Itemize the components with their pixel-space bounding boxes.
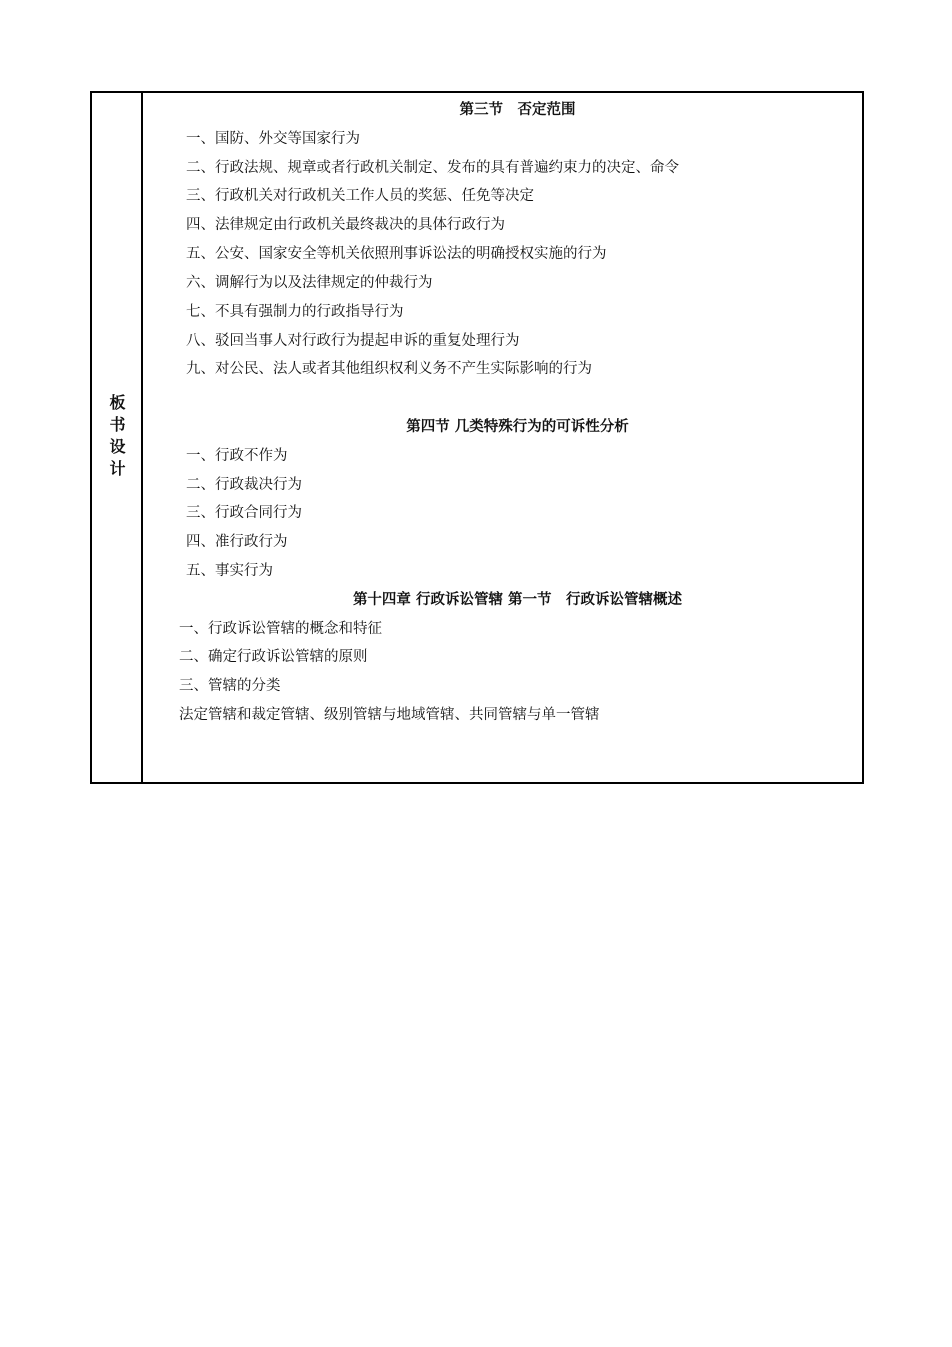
section3-item: 三、行政机关对行政机关工作人员的奖惩、任免等决定 [186,188,534,204]
section3-item: 五、公安、国家安全等机关依照刑事诉讼法的明确授权实施的行为 [186,246,607,262]
section4-item: 三、行政合同行为 [186,505,302,521]
chapter14-item: 一、行政诉讼管辖的概念和特征 [179,621,382,637]
board-content [143,93,862,782]
chapter14-heading: 第十四章 行政诉讼管辖 第一节 行政诉讼管辖概述 [352,592,683,608]
chapter14-item: 三、管辖的分类 [179,678,281,694]
chapter14-item: 二、确定行政诉讼管辖的原则 [179,649,368,665]
side-label-cell [92,93,143,782]
section3-item: 九、对公民、法人或者其他组织权利义务不产生实际影响的行为 [186,361,592,377]
section3-item: 一、国防、外交等国家行为 [186,131,360,147]
section3-item: 七、不具有强制力的行政指导行为 [186,304,404,320]
chapter14-item: 法定管辖和裁定管辖、级别管辖与地域管辖、共同管辖与单一管辖 [179,707,600,723]
section3-item: 八、驳回当事人对行政行为提起申诉的重复处理行为 [186,333,520,349]
side-label: 板书设计 [107,393,126,482]
section4-item: 五、事实行为 [186,563,273,579]
section3-heading: 第三节 否定范围 [459,102,576,118]
section3-item: 六、调解行为以及法律规定的仲裁行为 [186,275,433,291]
section3-item: 二、行政法规、规章或者行政机关制定、发布的具有普遍约束力的决定、命令 [186,160,679,176]
board-design-table [90,91,864,784]
section4-item: 四、准行政行为 [186,534,288,550]
section3-item: 四、法律规定由行政机关最终裁决的具体行政行为 [186,217,505,233]
section4-item: 一、行政不作为 [186,448,288,464]
section4-heading: 第四节 几类特殊行为的可诉性分析 [406,419,629,435]
section4-item: 二、行政裁决行为 [186,477,302,493]
